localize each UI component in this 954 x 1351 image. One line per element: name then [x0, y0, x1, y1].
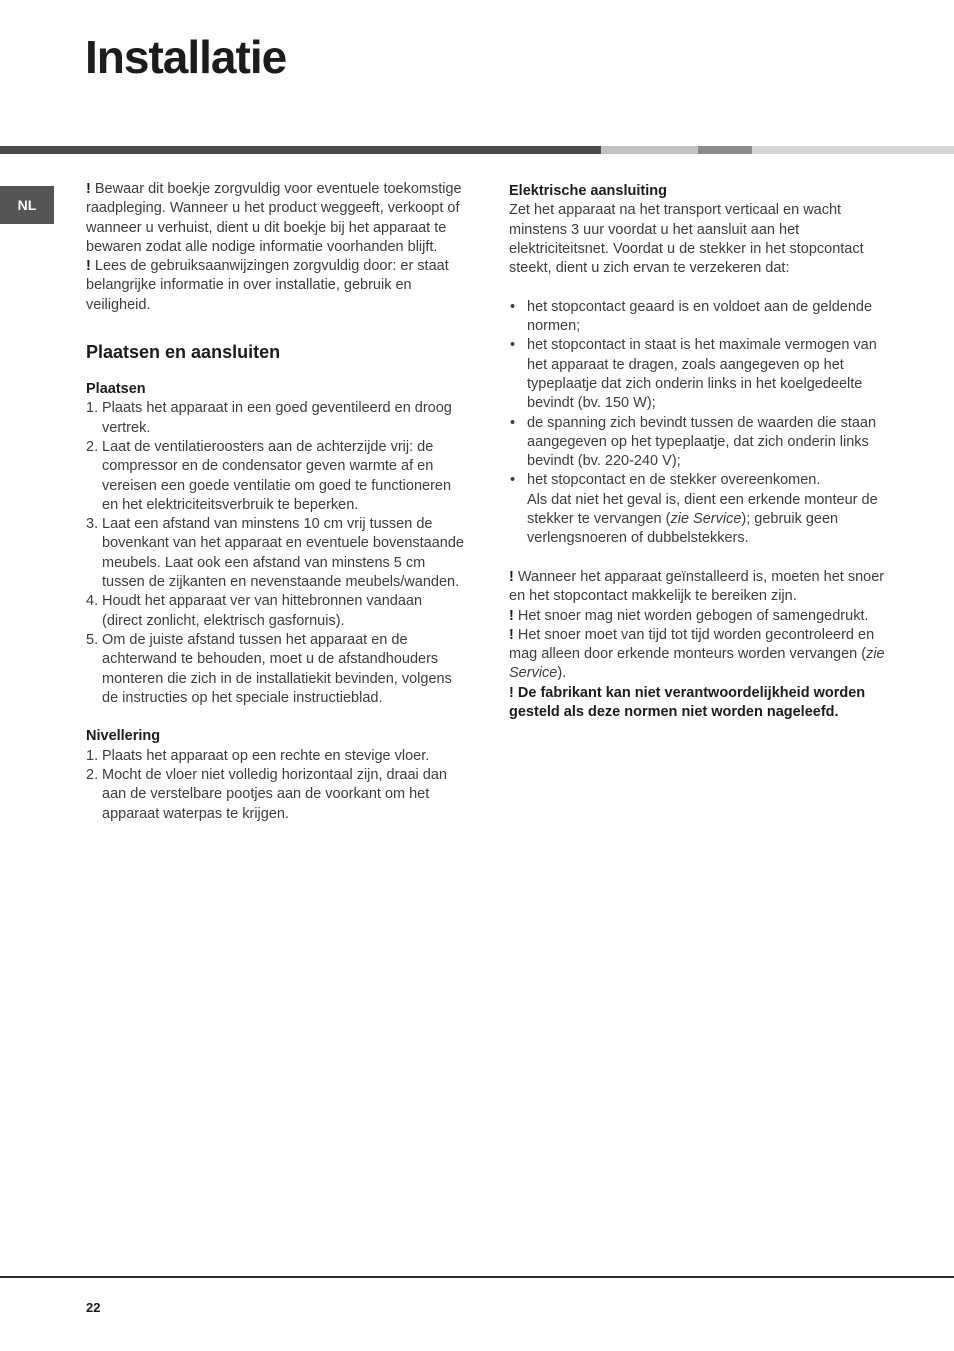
warning-icon: ! — [509, 568, 514, 585]
warning-note-3: ! Het snoer moet van tijd tot tijd worden gecontroleerd en mag alleen door erkende monteurs worden vervangen (zie Service). — [509, 626, 885, 682]
bullet-icon: • — [510, 337, 516, 354]
list-item: 1. Plaats het apparaat in een goed geventileerd en droog vertrek. — [86, 400, 452, 436]
intro-note-1: ! Bewaar dit boekje zorgvuldig voor eventuele toekomstige raadpleging. Wanneer u het product weggeeft, verkoopt of wanneer u verhuist, dient u dit boekje bij het apparaat te bewaren zodat alle nodige informatie voorhanden blijft. — [86, 181, 462, 255]
nivellering-list — [86, 747, 466, 824]
warning-icon: ! — [86, 258, 91, 275]
bullet-icon: • — [510, 298, 516, 315]
plaatsen-heading: Plaatsen — [86, 381, 146, 398]
elektrisch-intro: Zet het apparaat na het transport verticaal en wacht minstens 3 uur voordat u het aansluit aan het elektriciteitsnet. Voordat u de stekker in het stopcontact steekt, dient u zich ervan te verzekeren dat: — [509, 202, 864, 277]
page-number: 22 — [86, 1300, 101, 1315]
warning-note-2: ! Het snoer mag niet worden gebogen of samengedrukt. — [509, 607, 869, 624]
warning-icon: ! — [509, 607, 514, 624]
language-tab: NL — [0, 186, 54, 224]
bullet-icon: • — [510, 472, 516, 489]
intro-note-2: ! Lees de gebruiksaanwijzingen zorgvuldig door: er staat belangrijke informatie in over installatie, gebruik en veiligheid. — [86, 258, 449, 313]
list-item: 2. Laat de ventilatieroosters aan de achterzijde vrij: de compressor en de condensator geven warmte af en vereisen een goede ventilatie om goed te functioneren en het elektriciteitsverbruik te beperken. — [86, 438, 452, 513]
header-bar-mid — [698, 146, 752, 154]
warning-note-1: ! Wanneer het apparaat geïnstalleerd is, moeten het snoer en het stopcontact makkelijk te bereiken zijn. — [509, 568, 885, 605]
bullet-icon: • — [510, 414, 516, 431]
nivellering-heading: Nivellering — [86, 728, 161, 745]
section-title: Plaatsen en aansluiten — [86, 342, 281, 363]
list-item: 2. Mocht de vloer niet volledig horizontaal zijn, draai dan aan de verstelbare pootjes aan de voorkant om het apparaat waterpas te krijgen. — [86, 767, 447, 822]
page-title: Installatie — [85, 31, 287, 83]
warning-icon: ! — [509, 626, 514, 643]
list-item: 1. Plaats het apparaat op een rechte en stevige vloer. — [86, 747, 430, 764]
left-column — [86, 180, 466, 824]
elektrisch-bullets — [509, 298, 894, 549]
list-item: 3. Laat een afstand van minstens 10 cm vrij tussen de bovenkant van het apparaat en eventuele bovenstaande meubels. Laat ook een afstand van minstens 5 cm tussen de zijkanten en nevenstaande meubels/wanden. — [86, 516, 464, 591]
right-column — [509, 180, 894, 722]
list-item: 5. Om de juiste afstand tussen het apparaat en de achterwand te behouden, moet u de afstandhouders monteren die zich in de installatiekit bevinden, volgens de instructies op het speciale instructieblad. — [86, 631, 452, 706]
warning-icon: ! — [86, 181, 91, 197]
list-item: 4. Houdt het apparaat ver van hittebronnen vandaan (direct zonlicht, elektrisch gasfornuis). — [86, 593, 423, 629]
list-item: • het stopcontact in staat is het maximale vermogen van het apparaat te dragen, zoals aangegeven op het typeplaatje dat zich onderin links in het koelgedeelte bevindt (bv. 150 W); — [510, 337, 877, 412]
list-item: • het stopcontact en de stekker overeenkomen. Als dat niet het geval is, dient een erkende monteur de stekker te vervangen (zie Service); gebruik geen verlengsnoeren of dubbelstekkers. — [510, 472, 878, 547]
footer-rule — [0, 1276, 954, 1278]
plaatsen-list — [86, 399, 466, 708]
warning-note-4: ! De fabrikant kan niet verantwoordelijkheid worden gesteld als deze normen niet worden nageleefd. — [509, 684, 866, 721]
header-bar-light-end — [752, 146, 954, 154]
header-bar-dark — [0, 146, 601, 154]
header-bar-light — [601, 146, 698, 154]
list-item: • het stopcontact geaard is en voldoet aan de geldende normen; — [510, 298, 873, 335]
list-item: • de spanning zich bevindt tussen de waarden die staan aangegeven op het typeplaatje, dat zich onderin links bevindt (bv. 220-240 V); — [510, 414, 877, 470]
warning-icon: ! — [509, 684, 514, 701]
elektrisch-heading: Elektrische aansluiting — [509, 183, 667, 199]
